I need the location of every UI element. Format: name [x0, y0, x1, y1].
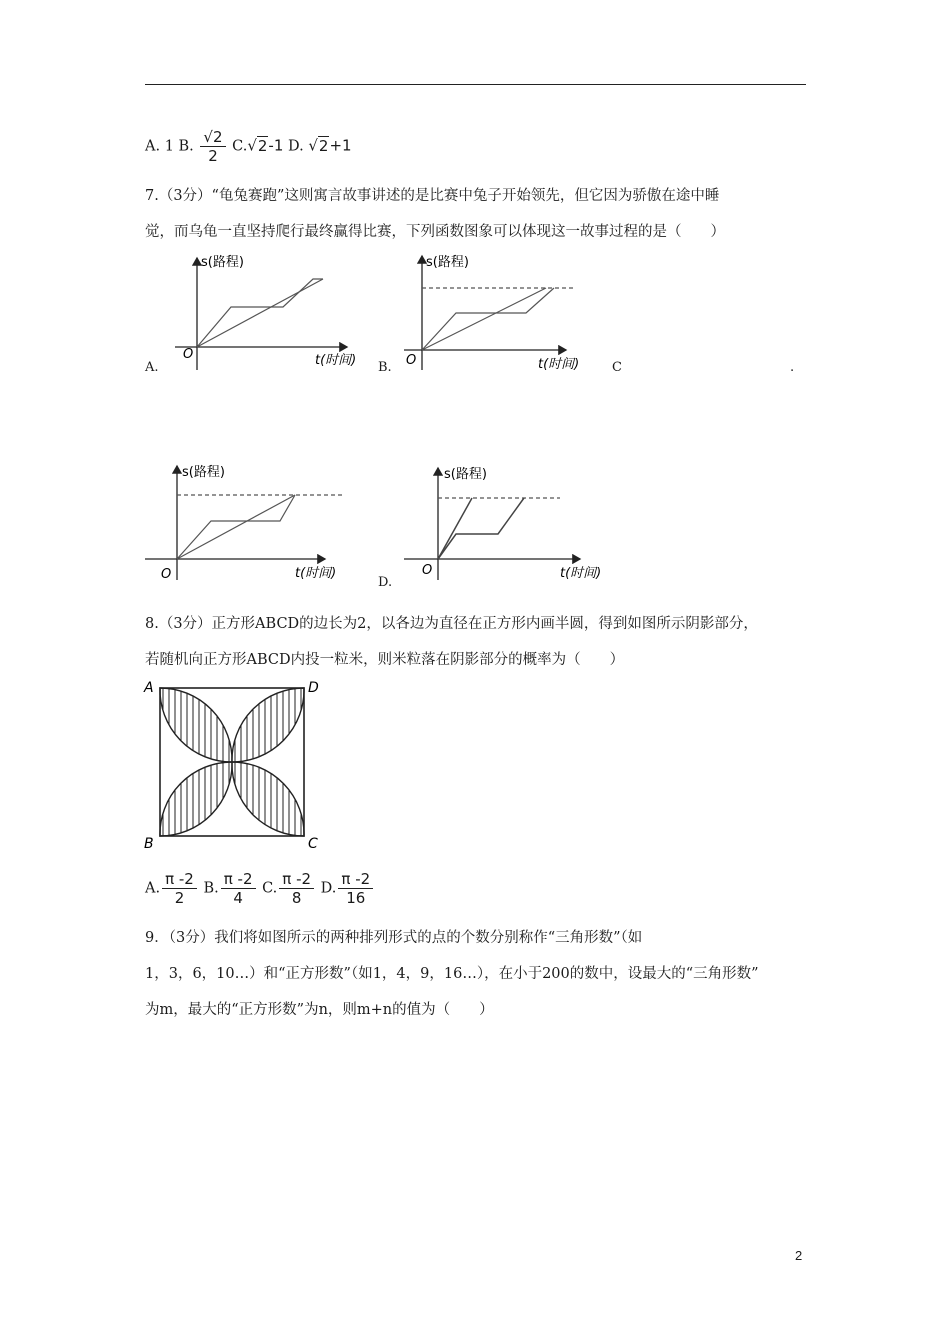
q7-option-c-label: C	[612, 360, 622, 375]
q8-option-c-denominator: 8	[291, 889, 302, 907]
y-axis-label: s(路程)	[182, 465, 225, 480]
vertex-a-label: A	[144, 680, 154, 696]
q6-option-c-root: √	[247, 136, 257, 155]
q8-option-b-denominator: 4	[233, 889, 243, 907]
q6-option-d-radicand: 2	[318, 136, 329, 155]
origin-label: O	[183, 347, 194, 362]
x-axis-label: t(时间)	[538, 357, 580, 372]
q6-option-c-suffix: -1	[268, 136, 284, 155]
q8-option-d-label: D.	[320, 880, 337, 897]
y-axis-label: s(路程)	[201, 255, 244, 270]
origin-label: O	[422, 563, 433, 578]
q8-option-c-numerator: π -2	[279, 870, 314, 889]
q8-option-c-label: C.	[262, 880, 278, 897]
q6-option-c-radicand: 2	[257, 136, 268, 155]
page-number: 2	[795, 1248, 803, 1263]
q9-text-line1: 9．（3分）我们将如图所示的两种排列形式的点的个数分别称作“三角形数”（如	[145, 930, 643, 946]
q7-option-b-label: B.	[378, 360, 392, 375]
q8-text-line1: 8.（3分）正方形ABCD的边长为2，以各边为直径在正方形内画半圆，得到如图所示阴影部分，	[145, 616, 758, 632]
q8-option-d-denominator: 16	[346, 889, 366, 907]
q8-option-b-fraction	[221, 870, 256, 907]
y-axis-label: s(路程)	[426, 255, 469, 270]
tortoise-line	[422, 288, 546, 350]
q8-square-figure	[142, 676, 327, 854]
q9-text-line2: 1，3，6，10…）和“正方形数”（如1，4，9，16…），在小于200的数中，设最大的“三角形数”	[145, 966, 759, 982]
tortoise-line	[438, 498, 472, 559]
q9-text-line3: 为m，最大的“正方形数”为n，则m+n的值为（ ）	[145, 1002, 494, 1018]
tortoise-line	[177, 495, 295, 559]
origin-label: O	[406, 353, 417, 368]
petal-bottom-left	[160, 762, 232, 836]
x-axis-label: t(时间)	[295, 566, 337, 581]
q6-option-b-numerator: √2	[200, 128, 225, 147]
q6-option-d-value	[308, 136, 351, 155]
q7-graph-b	[398, 250, 598, 375]
q6-option-c-value	[247, 136, 283, 155]
q6-option-c-label: C.	[232, 138, 248, 155]
rabbit-line	[438, 498, 524, 559]
q7-graph-c	[145, 460, 365, 585]
x-axis-label: t(时间)	[315, 353, 357, 368]
q6-option-a: A. 1	[145, 138, 174, 155]
petal-bottom-right	[232, 762, 304, 836]
petal-left-top	[160, 688, 232, 762]
q8-option-b-numerator: π -2	[221, 870, 256, 889]
q8-option-b-label: B.	[203, 880, 219, 897]
q8-option-c-fraction	[279, 870, 314, 907]
tortoise-line	[197, 279, 323, 347]
q7-option-c-dot: .	[790, 360, 795, 375]
q8-option-a-numerator: π -2	[162, 870, 197, 889]
q8-option-a-denominator: 2	[174, 889, 185, 907]
q6-option-d-label: D.	[288, 138, 304, 155]
q6-option-d-root: √	[308, 136, 318, 155]
vertex-b-label: B	[144, 836, 154, 852]
y-axis-label: s(路程)	[444, 467, 487, 482]
origin-label: O	[161, 567, 172, 582]
q6-option-b-fraction	[200, 128, 225, 165]
header-rule	[145, 84, 806, 85]
q8-text-line2: 若随机向正方形ABCD内投一粒米，则米粒落在阴影部分的概率为（ ）	[145, 652, 625, 668]
q8-option-a-label: A.	[145, 880, 161, 897]
q6-option-b-label: B.	[178, 138, 194, 155]
q7-text-line2: 觉，而乌龟一直坚持爬行最终赢得比赛，下列函数图象可以体现这一故事过程的是（ ）	[145, 224, 725, 240]
q8-option-d-fraction	[338, 870, 373, 907]
q7-option-a-label: A.	[145, 360, 159, 375]
q6-option-d-suffix: +1	[329, 136, 352, 155]
q8-options	[145, 870, 375, 907]
q6-options	[145, 128, 352, 165]
petal-top-right	[232, 688, 304, 762]
x-axis-label: t(时间)	[560, 566, 602, 581]
q8-option-a-fraction	[162, 870, 197, 907]
vertex-d-label: D	[308, 680, 319, 696]
q7-graph-a	[165, 252, 380, 377]
q7-option-d-label: D.	[378, 575, 393, 590]
q7-text-line1: 7.（3分）“龟兔赛跑”这则寓言故事讲述的是比赛中兔子开始领先，但它因为骄傲在途中睡	[145, 188, 720, 204]
q7-graph-d	[400, 462, 620, 587]
q8-option-d-numerator: π -2	[338, 870, 373, 889]
q6-option-b-denominator: 2	[208, 147, 218, 165]
vertex-c-label: C	[308, 836, 318, 852]
